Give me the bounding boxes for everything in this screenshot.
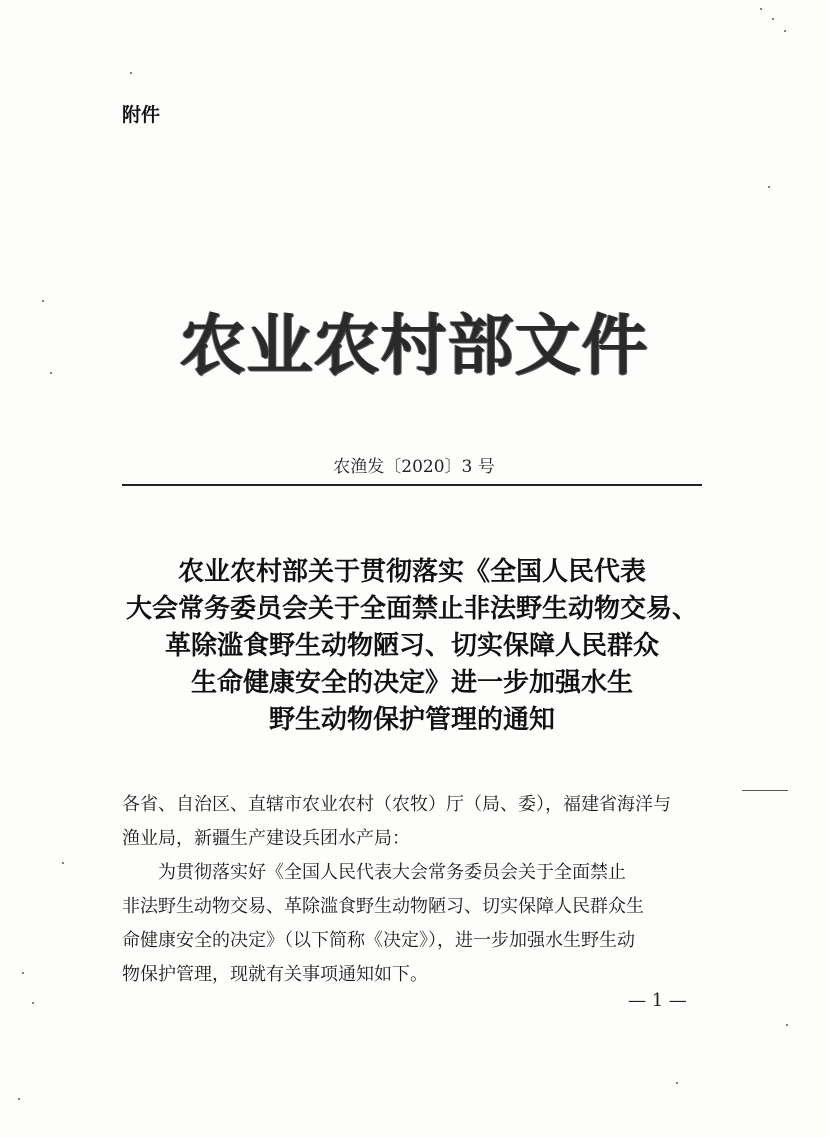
scan-speck — [42, 300, 44, 302]
notice-title — [120, 554, 704, 739]
header-divider — [122, 484, 702, 486]
paragraph-line: 物保护管理，现就有关事项通知如下。 — [122, 964, 428, 985]
paragraph-line: 非法野生动物交易、革除滥食野生动物陋习、切实保障人民群众生 — [122, 896, 644, 917]
scan-speck — [768, 186, 770, 188]
paragraph-line: 为贯彻落实好《全国人民代表大会常务委员会关于全面禁止 — [158, 862, 626, 883]
scan-speck — [772, 18, 774, 20]
title-line: 大会常务委员会关于全面禁止非法野生动物交易、 — [125, 594, 698, 624]
title-line: 生命健康安全的决定》进一步加强水生 — [190, 668, 633, 698]
issuer-heading: 农业农村部文件 — [179, 306, 649, 384]
title-line: 革除滥食野生动物陋习、切实保障人民群众 — [164, 631, 659, 661]
scan-speck — [32, 1002, 34, 1004]
attachment-label: 附件 — [122, 104, 161, 126]
scan-speck — [676, 1082, 678, 1084]
body-text — [122, 788, 722, 992]
scan-speck — [786, 1024, 788, 1026]
scan-speck — [760, 8, 762, 10]
addressee-line: 各省、自治区、直辖市农业农村（农牧）厅（局、委），福建省海洋与 — [122, 794, 671, 815]
scan-speck — [130, 72, 132, 74]
scan-speck — [62, 862, 64, 864]
scan-speck — [784, 30, 786, 32]
title-line: 野生动物保护管理的通知 — [268, 705, 555, 735]
margin-mark — [742, 790, 788, 791]
page-number: — 1 — — [628, 990, 687, 1011]
scan-speck — [18, 1098, 20, 1100]
paragraph-line: 命健康安全的决定》（以下简称《决定》），进一步加强水生野生动 — [122, 930, 635, 951]
scan-speck — [22, 972, 24, 974]
scan-speck — [50, 372, 52, 374]
addressee-line: 渔业局，新疆生产建设兵团水产局： — [122, 828, 410, 849]
document-number: 农渔发〔2020〕3 号 — [333, 457, 495, 477]
title-line: 农业农村部关于贯彻落实《全国人民代表 — [177, 557, 646, 587]
